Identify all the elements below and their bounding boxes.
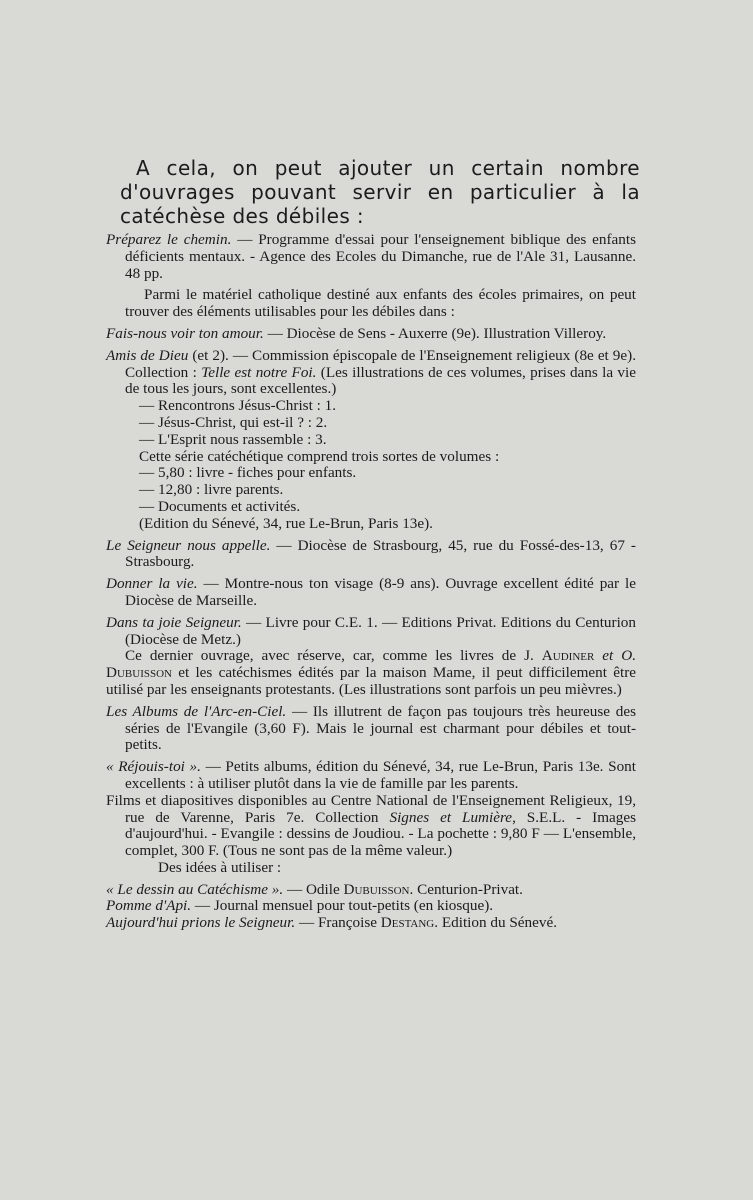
entry-text: (Les illustrations de ces volumes, prises dans la vie de tous les jours, sont excellentes.) xyxy=(125,363,636,398)
entry-donner xyxy=(106,576,636,610)
entry-preparez xyxy=(106,232,636,282)
author-name: Dubuisson xyxy=(106,664,172,682)
entry-amis xyxy=(106,348,636,398)
entry-title: Dans ta joie Seigneur. xyxy=(106,613,242,631)
entry-seigneur xyxy=(106,538,636,572)
entry-title: Pomme d'Api. xyxy=(106,897,192,915)
entry-title: Le Seigneur nous appelle. xyxy=(106,536,271,554)
paragraph-parmi: Parmi le matériel catholique destiné aux enfants des écoles primaires, on peut trouver des éléments utilisables pour les débiles dans : xyxy=(125,286,636,321)
entry-text: — Françoise xyxy=(295,914,381,932)
entry-text: — Diocèse de Sens - Auxerre (9e). Illustration Villeroy. xyxy=(263,324,607,342)
author-name: Dubuisson xyxy=(343,880,410,898)
entry-aujourd xyxy=(106,915,636,932)
entry-text: (et 2). — Commission épiscopale de l'Enseignement religieux (8e et 9e). Collection : xyxy=(125,346,636,381)
entry-title: Fais-nous voir ton amour. xyxy=(106,324,264,342)
list-item: — 12,80 : livre parents. xyxy=(139,481,284,499)
entry-text: — Montre-nous ton visage (8-9 ans). Ouvrage excellent édité par le Diocèse de Marseille. xyxy=(125,575,636,609)
collection-title: Signes et Lumière xyxy=(389,808,513,826)
entry-title: Aujourd'hui prions le Seigneur. xyxy=(106,914,296,932)
entry-title: « Réjouis-toi ». xyxy=(106,758,201,776)
entry-title: Amis de Dieu xyxy=(106,346,189,364)
entry-text: — Ils illutrent de façon pas toujours très heureuse des séries de l'Evangile (3,60 F). Mais le journal est charmant pour débiles et tout-petits. xyxy=(125,702,636,754)
paragraph-text: et O. xyxy=(594,647,636,665)
entry-text: , S.E.L. - Images d'aujourd'hui. - Evangile : dessins de Joudiou. - La pochette : 9,80 F — L'ensemble, complet, 300 F. (Tous ne sont pas de la même valeur.) xyxy=(125,808,637,860)
entry-films xyxy=(106,793,636,860)
entry-text: — Diocèse de Strasbourg, 45, rue du Fossé-des-13, 67 - Strasbourg. xyxy=(125,536,636,571)
entry-title: Les Albums de l'Arc-en-Ciel. xyxy=(106,702,287,720)
entry-albums xyxy=(106,704,636,754)
series-note: Cette série catéchétique comprend trois sortes de volumes : xyxy=(139,447,500,465)
entry-text: Films et diapositives disponibles au Centre National de l'Enseignement Religieux, 19, rue de Varenne, Paris 7e. Collection xyxy=(106,791,636,826)
list-item: — Rencontrons Jésus-Christ : 1. xyxy=(139,397,337,415)
bibliography-list xyxy=(106,232,636,932)
entry-title: Donner la vie. xyxy=(106,575,198,593)
entry-text: — Programme d'essai pour l'enseignement biblique des enfants déficients mentaux. - Agence des Ecoles du Dimanche, rue de l'Ale 31, Lausanne. 48 pp. xyxy=(125,231,636,282)
entry-text: — Journal mensuel pour tout-petits (en kiosque). xyxy=(191,897,494,915)
paragraph-text: Ce dernier ouvrage, avec réserve, car, comme les livres de J. xyxy=(125,647,542,665)
author-name: Destang xyxy=(380,914,435,932)
list-item: — 5,80 : livre - fiches pour enfants. xyxy=(139,464,357,482)
entry-dansta xyxy=(106,615,636,649)
entry-faisnous xyxy=(106,326,636,343)
entry-text: — Odile xyxy=(283,880,344,898)
entry-title: Préparez le chemin. xyxy=(106,231,232,248)
entry-title: « Le dessin au Catéchisme ». xyxy=(106,880,284,898)
entry-text: . Edition du Sénevé. xyxy=(434,914,558,932)
entry-text: — Livre pour C.E. 1. — Editions Privat. Editions du Centurion (Diocèse de Metz.) xyxy=(125,613,636,648)
paragraph-text: et les catéchismes édités par la maison Mame, il peut difficilement être utilisé par les enseignants protestants. (Les illustrations sont parfois un peu mièvres.) xyxy=(106,664,636,698)
entry-rejouis xyxy=(106,759,636,793)
list-item: — Documents et activités. xyxy=(139,497,301,515)
entry-pomme xyxy=(106,898,636,915)
collection-title: Telle est notre Foi. xyxy=(201,363,317,381)
entry-text: — Petits albums, édition du Sénevé, 34, rue Le-Brun, Paris 13e. Sont excellents : à utiliser plutôt dans la vie de famille par les parents. xyxy=(125,758,636,792)
author-name: Audiner xyxy=(541,647,595,665)
entry-text: . Centurion-Privat. xyxy=(409,880,523,898)
intro-paragraph: A cela, on peut ajouter un certain nombre d'ouvrages pouvant servir en particulier à la catéchèse des débiles : xyxy=(120,156,640,228)
list-item: — Jésus-Christ, qui est-il ? : 2. xyxy=(139,413,328,431)
list-item: — L'Esprit nous rassemble : 3. xyxy=(139,430,327,448)
entry-dessin xyxy=(106,882,636,899)
edition-note: (Edition du Sénevé, 34, rue Le-Brun, Paris 13e). xyxy=(139,514,433,532)
ideas-heading: Des idées à utiliser : xyxy=(158,858,282,876)
paragraph-dernier xyxy=(106,648,636,698)
